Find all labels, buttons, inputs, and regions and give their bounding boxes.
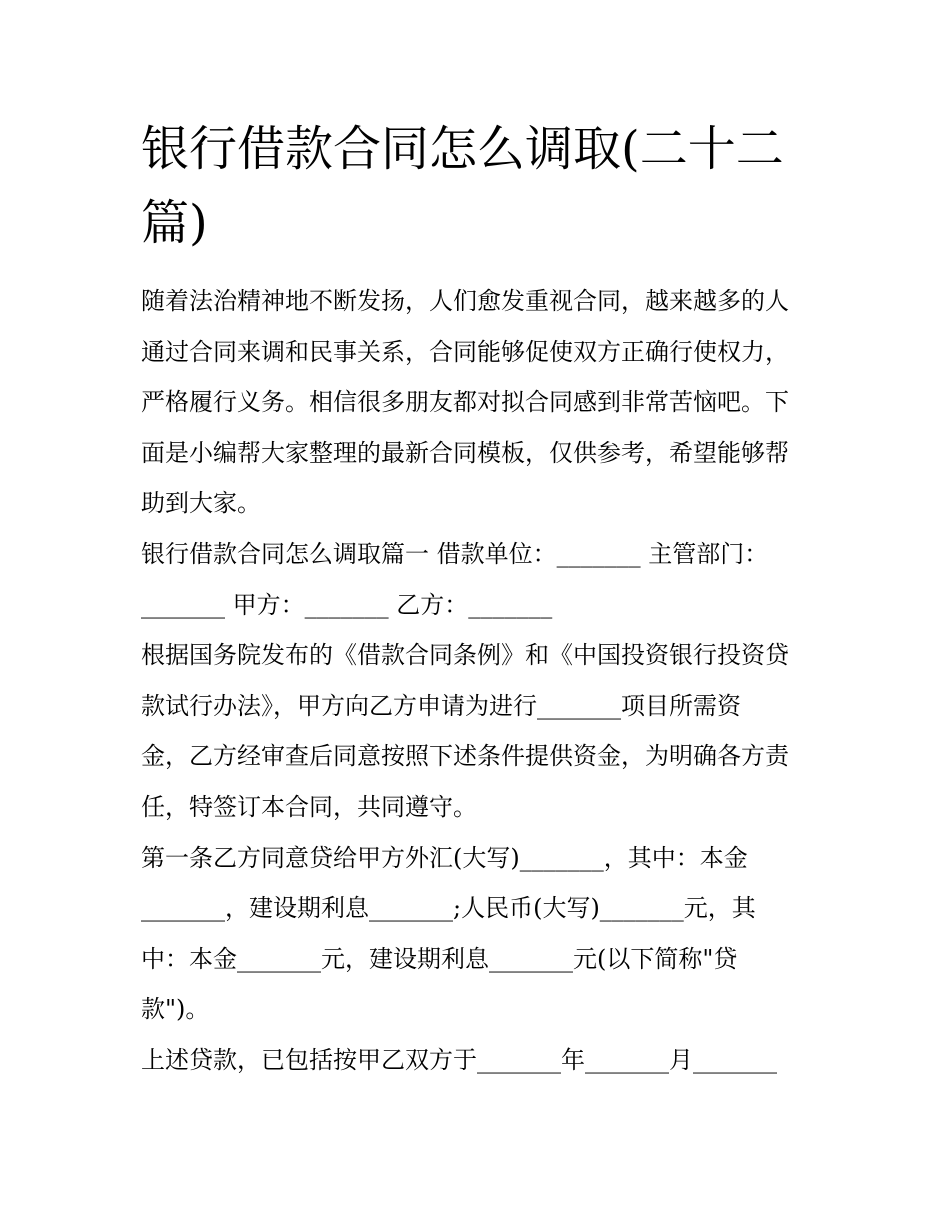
- intro-line-1: 随着法治精神地不断发扬，人们愈发重视合同，越来越多的人: [141, 287, 789, 315]
- preamble-line-4: 任，特签订本合同，共同遵守。: [141, 792, 477, 821]
- intro-line-2: 通过合同来调和民事关系，合同能够促使双方正确行使权力，: [141, 337, 789, 366]
- title-line-1: 银行借款合同怎么调取(二十二: [141, 121, 784, 177]
- loan-terms-line-1: 上述贷款，已包括按甲乙双方于_______年_______月_______: [141, 1045, 777, 1074]
- parties-line-1: 银行借款合同怎么调取篇一 借款单位：_______ 主管部门：: [141, 539, 769, 568]
- document-title: [141, 112, 821, 260]
- intro-line-5: 助到大家。: [141, 489, 261, 518]
- article-1-line-2: _______，建设期利息_______;人民币(大写)_______元，其: [141, 894, 756, 923]
- preamble-line-3: 金，乙方经审查后同意按照下述条件提供资金，为明确各方责: [141, 742, 789, 771]
- article-1-line-3: 中：本金_______元，建设期利息_______元(以下简称"贷: [141, 944, 738, 973]
- preamble-line-1: 根据国务院发布的《借款合同条例》和《中国投资银行投资贷: [141, 641, 789, 670]
- preamble-line-2: 款试行办法》，甲方向乙方申请为进行_______项目所需资: [141, 691, 741, 720]
- intro-line-3: 严格履行义务。相信很多朋友都对拟合同感到非常苦恼吧。下: [141, 388, 789, 417]
- document-content: [141, 112, 821, 1086]
- article-1-line-4: 款")。: [141, 995, 210, 1024]
- document-body: [141, 276, 821, 1086]
- title-line-2: 篇): [141, 195, 208, 251]
- parties-line-2: _______ 甲方：_______ 乙方：_______: [141, 590, 553, 619]
- intro-line-4: 面是小编帮大家整理的最新合同模板，仅供参考，希望能够帮: [141, 438, 789, 467]
- article-1-line-1: 第一条乙方同意贷给甲方外汇(大写)_______，其中：本金: [141, 843, 748, 872]
